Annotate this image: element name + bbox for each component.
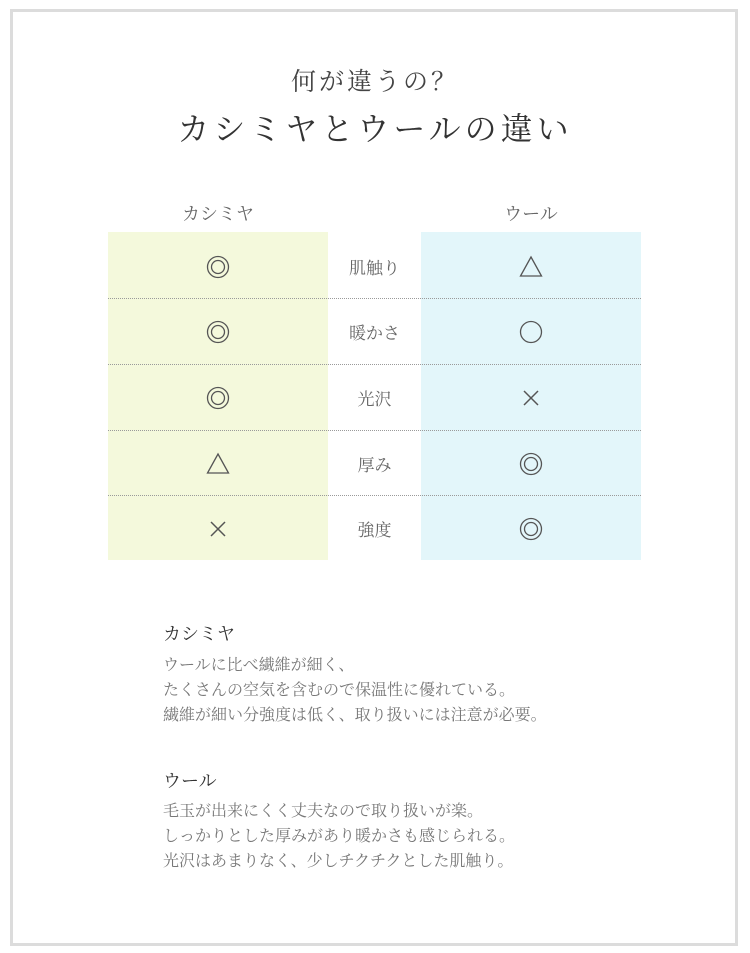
wool-rating-mark: [421, 431, 641, 496]
page-subtitle: 何が違うの？: [290, 67, 459, 96]
circle-icon: [519, 320, 543, 344]
cross-icon: [519, 386, 543, 410]
description-line: 繊維が細い分強度は低く、取り扱いには注意が必要。: [163, 705, 547, 724]
double-circle-icon: [206, 255, 230, 279]
cashmere-rating-mark: [108, 299, 328, 364]
double-circle-icon: [519, 517, 543, 541]
double-circle-icon: [519, 452, 543, 476]
double-circle-icon: [206, 386, 230, 410]
cashmere-description: [163, 652, 723, 727]
description-line: ウールに比べ繊維が細く、: [163, 655, 355, 674]
description-line: 毛玉が出来にくく丈夫なので取り扱いが楽。: [163, 801, 484, 820]
cashmere-section-heading: カシミヤ: [163, 624, 235, 645]
triangle-icon: [206, 452, 230, 476]
attribute-label: 強度: [357, 521, 392, 541]
wool-description: [163, 798, 723, 873]
cashmere-column-heading: カシミヤ: [182, 204, 254, 225]
cashmere-rating-mark: [108, 234, 328, 299]
double-circle-icon: [206, 320, 230, 344]
description-line: 光沢はあまりなく、少しチクチクとした肌触り。: [163, 851, 514, 870]
cashmere-rating-mark: [108, 365, 328, 430]
attribute-label: 暖かさ: [349, 324, 400, 344]
description-line: しっかりとした厚みがあり暖かさも感じられる。: [163, 826, 516, 845]
cross-icon: [206, 517, 230, 541]
cashmere-rating-mark: [108, 431, 328, 496]
wool-rating-mark: [421, 365, 641, 430]
wool-rating-mark: [421, 234, 641, 299]
attribute-label: 肌触り: [349, 259, 400, 279]
description-line: たくさんの空気を含むので保温性に優れている。: [163, 680, 516, 699]
wool-section-heading: ウール: [163, 771, 217, 792]
page-title: カシミヤとウールの違い: [177, 110, 573, 148]
wool-column-heading: ウール: [504, 204, 558, 225]
cashmere-rating-mark: [108, 496, 328, 561]
wool-rating-mark: [421, 299, 641, 364]
triangle-icon: [519, 255, 543, 279]
wool-rating-mark: [421, 496, 641, 561]
attribute-label: 光沢: [357, 390, 392, 410]
attribute-label: 厚み: [357, 456, 392, 476]
